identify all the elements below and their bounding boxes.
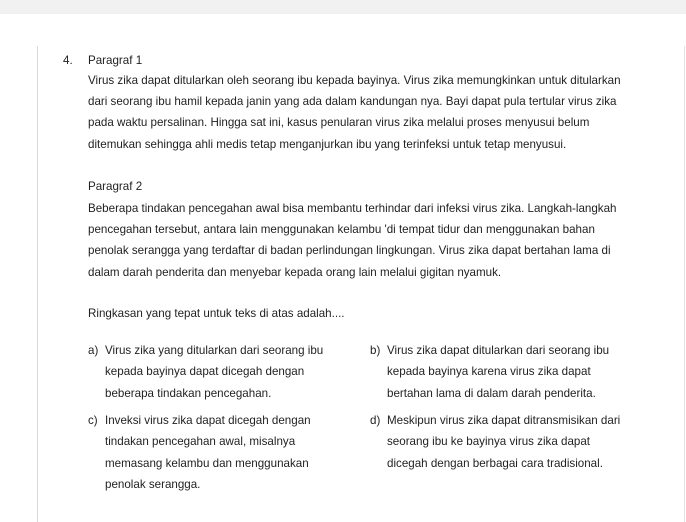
paragraph-line: Virus zika dapat ditularkan oleh seorang ibu kepada bayinya. Virus zika memungkinkan untuk ditularkan [88,74,621,87]
option-line: beberapa tindakan pencegahan. [105,386,272,400]
option-line: seorang ibu ke bayinya virus zika dapat [387,435,591,449]
paragraph-line: ditemukan sehingga ahli medis tetap menganjurkan ibu yang terinfeksi untuk tetap menyusui. [88,137,567,151]
option-text [387,410,620,474]
option-line: kepada bayinya karena virus zika dapat [387,365,591,379]
paragraph-line: pada waktu persalinan. Hingga sat ini, kasus penularan virus zika melalui proses menyusui belum [88,116,590,130]
option-line: Meskipun virus zika dapat ditransmisikan dari [387,414,621,427]
option-line: dicegah dengan berbagai cara tradisional. [387,456,603,470]
option-text [105,340,323,404]
right-divider [684,46,685,522]
paragraph-line: dari seorang ibu hamil kepada janin yang ada dalam kandungan nya. Bayi dapat pula tertular virus zika [88,95,617,109]
paragraph-1-title: Paragraf 1 [88,54,143,67]
option-text [105,410,311,495]
option-line: kepada bayinya dapat dicegah dengan [105,365,305,379]
option-letter: c) [88,414,98,427]
option-line: Virus zika dapat ditularkan dari seorang ibu [387,344,610,357]
option-line: bertahan lama di dalam darah penderita. [387,386,596,400]
option-letter: a) [88,344,99,357]
option-line: Inveksi virus zika dapat dicegah dengan [105,414,311,427]
option-line: memasang kelambu dan menggunakan [105,456,309,470]
paragraph-line: penolak serangga yang terdaftar di badan perlindungan lingkungan. Virus zika dapat bertahan lama di [88,244,611,258]
paragraph-line: dalam darah penderita dan menyebar kepada orang lain melalui gigitan nyamuk. [88,265,502,279]
question-prompt: Ringkasan yang tepat untuk teks di atas adalah.... [88,307,345,320]
paragraph-line: pencegahan tersebut, antara lain menggunakan kelambu 'di tempat tidur dan menggunakan bahan [88,223,595,237]
paragraph-line: Beberapa tindakan pencegahan awal bisa membantu terhindar dari infeksi virus zika. Langkah-langkah [88,202,617,215]
top-band [0,0,686,14]
option-letter: b) [370,344,381,357]
paragraph-2-body [88,198,648,283]
option-line: Virus zika yang ditularkan dari seorang ibu [105,344,324,357]
option-letter: d) [370,414,381,427]
question-number: 4. [63,54,73,67]
option-line: tindakan pencegahan awal, misalnya [105,435,296,449]
paragraph-1-body [88,70,648,155]
left-divider [37,46,38,522]
option-text [387,340,609,404]
paragraph-2-title: Paragraf 2 [88,180,143,193]
option-line: penolak serangga. [105,477,201,491]
